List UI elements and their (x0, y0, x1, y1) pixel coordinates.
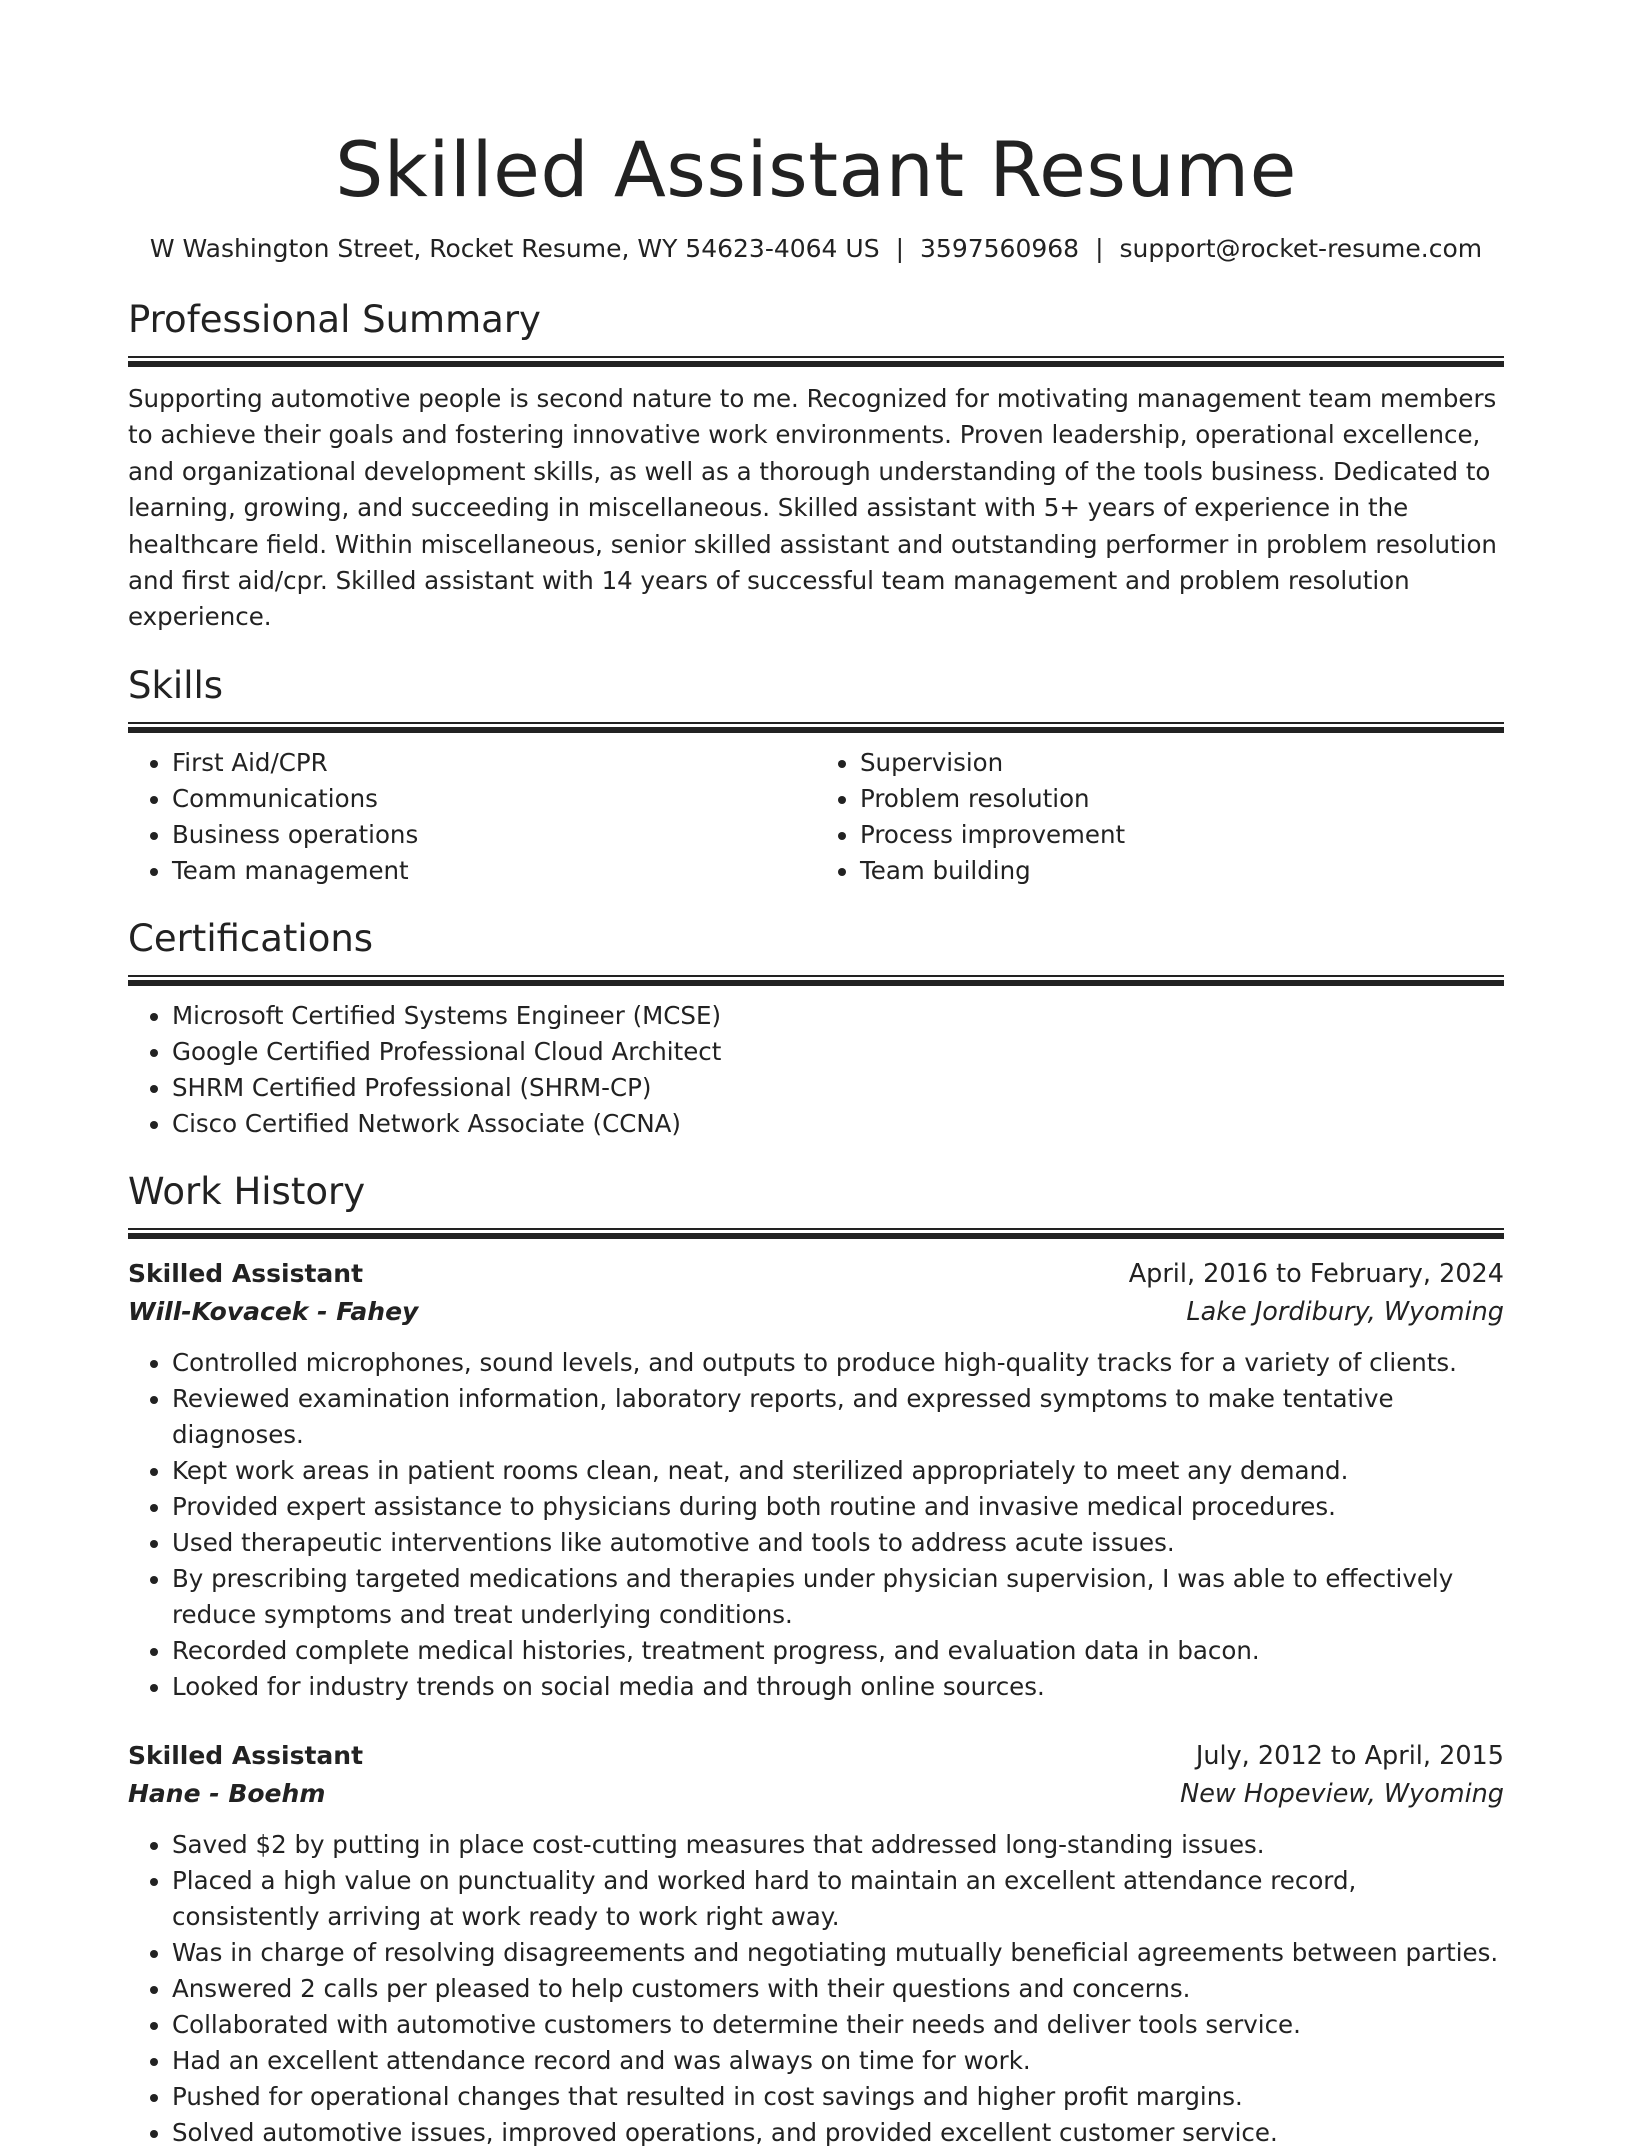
job-title: Skilled Assistant (128, 1740, 364, 1770)
job-dates: April, 2016 to February, 2024 (1128, 1258, 1504, 1289)
job-bullet: • Placed a high value on punctuality and worked hard to maintain an excellent attendance record, consistently arriving at work ready to work right away. (172, 1863, 1504, 1935)
job-bullet: • By prescribing targeted medications and therapies under physician supervision, I was able to effectively reduce symptoms and treat underlying conditions. (172, 1561, 1504, 1633)
job-bullet-list (128, 1345, 1504, 1705)
job-bullet: • Had an excellent attendance record and was always on time for work. (172, 2043, 1504, 2079)
skill-item: • Process improvement (860, 817, 1504, 853)
job-bullet: • Looked for industry trends on social media and through online sources. (172, 1669, 1504, 1705)
job-company: Hane - Boehm (128, 1778, 326, 1808)
job-bullet: • Recorded complete medical histories, treatment progress, and evaluation data in bacon. (172, 1633, 1504, 1669)
job-location: Lake Jordibury, Wyoming (1186, 1296, 1504, 1327)
job-bullet: • Pushed for operational changes that resulted in cost savings and higher profit margins. (172, 2079, 1504, 2115)
skills-list-left (128, 745, 816, 889)
job-company-row (128, 1775, 1504, 1813)
section-title-skills: Skills (128, 663, 224, 707)
job-bullet: • Solved automotive issues, improved operations, and provided excellent customer service. (172, 2115, 1504, 2151)
job-bullet: • Was in charge of resolving disagreements and negotiating mutually beneficial agreements between parties. (172, 1935, 1504, 1971)
resume-title: Skilled Assistant Resume (335, 125, 1297, 214)
section-divider (128, 356, 1504, 367)
resume-page (128, 0, 1504, 2151)
job-location: New Hopeview, Wyoming (1180, 1778, 1504, 1809)
certifications-section (128, 915, 1504, 1142)
job-title: Skilled Assistant (128, 1258, 364, 1288)
job-company-row (128, 1293, 1504, 1331)
skills-grid (128, 745, 1504, 889)
contact-separator: | (1095, 234, 1104, 263)
job-company: Will-Kovacek - Fahey (128, 1296, 419, 1326)
certification-item: • Google Certified Professional Cloud Architect (172, 1034, 1504, 1070)
skills-section (128, 662, 1504, 889)
job-dates: July, 2012 to April, 2015 (1195, 1740, 1504, 1771)
job-bullet: • Answered 2 calls per pleased to help customers with their questions and concerns. (172, 1971, 1504, 2007)
certifications-list (128, 998, 1504, 1142)
job-header-row (128, 1255, 1504, 1293)
contact-address: W Washington Street, Rocket Resume, WY 54623-4064 US (149, 234, 880, 263)
contact-separator: | (895, 234, 905, 263)
job-bullet: • Used therapeutic interventions like automotive and tools to address acute issues. (172, 1525, 1504, 1561)
skill-item: • Communications (172, 781, 816, 817)
certification-item: • SHRM Certified Professional (SHRM-CP) (172, 1070, 1504, 1106)
job-bullet-list (128, 1827, 1504, 2151)
job-bullet: • Provided expert assistance to physicians during both routine and invasive medical procedures. (172, 1489, 1504, 1525)
skill-item: • First Aid/CPR (172, 745, 816, 781)
summary-text: Supporting automotive people is second nature to me. Recognized for motivating management team members to achieve their goals and fostering innovative work environments. Proven leadership, operational excellence, and organizational development skills, as well as a thorough understanding of the tools business. Dedicated to learning, growing, and succeeding in miscellaneous. Skilled assistant with 5+ years of experience in the healthcare field. Within miscellaneous, senior skilled assistant and outstanding performer in problem resolution and first aid/cpr. Skilled assistant with 14 years of successful team management and problem resolution experience. (128, 384, 1497, 632)
job-bullet: • Collaborated with automotive customers to determine their needs and deliver tools service. (172, 2007, 1504, 2043)
job-bullet: • Controlled microphones, sound levels, and outputs to produce high-quality tracks for a variety of clients. (172, 1345, 1504, 1381)
summary-section (128, 296, 1504, 636)
certification-item: • Cisco Certified Network Associate (CCNA) (172, 1106, 1504, 1142)
section-title-certifications: Certifications (128, 916, 374, 960)
job-entry (128, 1255, 1504, 1705)
skills-column-left (128, 745, 816, 889)
skills-list-right (816, 745, 1504, 889)
job-bullet: • Reviewed examination information, laboratory reports, and expressed symptoms to make tentative diagnoses. (172, 1381, 1504, 1453)
skill-item: • Team management (172, 853, 816, 889)
section-title-summary: Professional Summary (128, 298, 541, 341)
section-divider (128, 975, 1504, 986)
certification-item: • Microsoft Certified Systems Engineer (MCSE) (172, 998, 1504, 1034)
job-header-row (128, 1737, 1504, 1775)
skills-column-right (816, 745, 1504, 889)
job-entry (128, 1737, 1504, 2151)
section-divider (128, 722, 1504, 733)
contact-phone: 3597560968 (920, 234, 1080, 263)
contact-line (128, 232, 1504, 266)
section-divider (128, 1228, 1504, 1239)
skill-item: • Team building (860, 853, 1504, 889)
skill-item: • Problem resolution (860, 781, 1504, 817)
contact-email: support@rocket-resume.com (1119, 234, 1483, 263)
job-bullet: • Kept work areas in patient rooms clean, neat, and sterilized appropriately to meet any demand. (172, 1453, 1504, 1489)
section-title-work-history: Work History (128, 1169, 366, 1213)
work-history-section (128, 1168, 1504, 2151)
skill-item: • Supervision (860, 745, 1504, 781)
skill-item: • Business operations (172, 817, 816, 853)
job-bullet: • Saved $2 by putting in place cost-cutting measures that addressed long-standing issues. (172, 1827, 1504, 1863)
